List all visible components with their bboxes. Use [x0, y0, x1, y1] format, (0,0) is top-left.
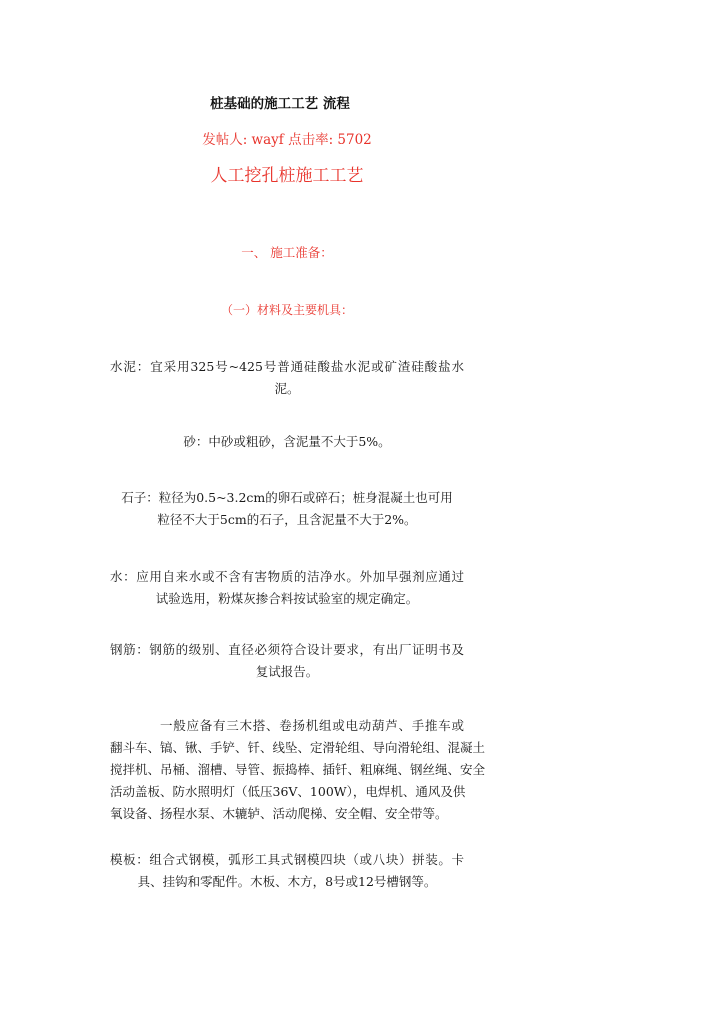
subsection-heading: （一）材料及主要机具： — [220, 303, 353, 317]
paragraph-equipment — [110, 715, 486, 825]
paragraph-line: 砂：中砂或粗砂，含泥量不大于5%。 — [183, 434, 391, 449]
section-heading: 一、 施工准备： — [241, 245, 333, 260]
paragraph-line: 具、挂钩和零配件。木板、木方，8号或12号槽钢等。 — [137, 874, 437, 889]
paragraph-line: 模板：组合式钢模，弧形工具式钢模四块（或八块）拼装。卡 — [110, 852, 464, 867]
paragraph-line: 翻斗车、镐、锹、手铲、钎、线坠、定滑轮组、导向滑轮组、混凝土 — [110, 740, 486, 755]
paragraph-line: 水泥：宜采用325号~425号普通硅酸盐水泥或矿渣硅酸盐水 — [110, 359, 464, 374]
paragraph-line: 复试报告。 — [255, 664, 319, 679]
document-title: 桩基础的施工工艺 流程 — [210, 96, 350, 112]
paragraph-line: 搅拌机、吊桶、溜槽、导管、振捣棒、插钎、粗麻绳、钢丝绳、安全 — [110, 762, 486, 777]
poster-info: 发帖人: wayf 点击率: 5702 — [202, 132, 372, 148]
paragraph-line: 钢筋：钢筋的级别、直径必须符合设计要求，有出厂证明书及 — [110, 642, 464, 657]
paragraph-line: 石子：粒径为0.5~3.2cm的卵石或碎石；桩身混凝土也可用 — [121, 490, 453, 505]
paragraph-line: 泥。 — [274, 381, 300, 396]
paragraph-stone — [110, 487, 464, 531]
paragraph-line: 活动盖板、防水照明灯（低压36V、100W），电焊机、通风及供 — [110, 784, 466, 799]
paragraph-line: 粒径不大于5cm的石子，且含泥量不大于2%。 — [157, 512, 417, 527]
article-subtitle: 人工挖孔桩施工工艺 — [210, 166, 364, 186]
paragraph-formwork — [110, 849, 464, 893]
paragraph-cement — [110, 356, 464, 400]
paragraph-line: 氧设备、扬程水泵、木辘轳、活动爬梯、安全帽、安全带等。 — [110, 806, 448, 821]
paragraph-line: 一般应备有三木搭、卷扬机组或电动葫芦、手推车或 — [160, 718, 464, 733]
paragraph-rebar — [110, 639, 464, 683]
paragraph-water — [110, 566, 464, 610]
paragraph-line: 试验选用，粉煤灰掺合料按试验室的规定确定。 — [155, 591, 419, 606]
paragraph-sand — [110, 431, 464, 453]
paragraph-line: 水：应用自来水或不含有害物质的洁净水。外加早强剂应通过 — [110, 569, 464, 584]
